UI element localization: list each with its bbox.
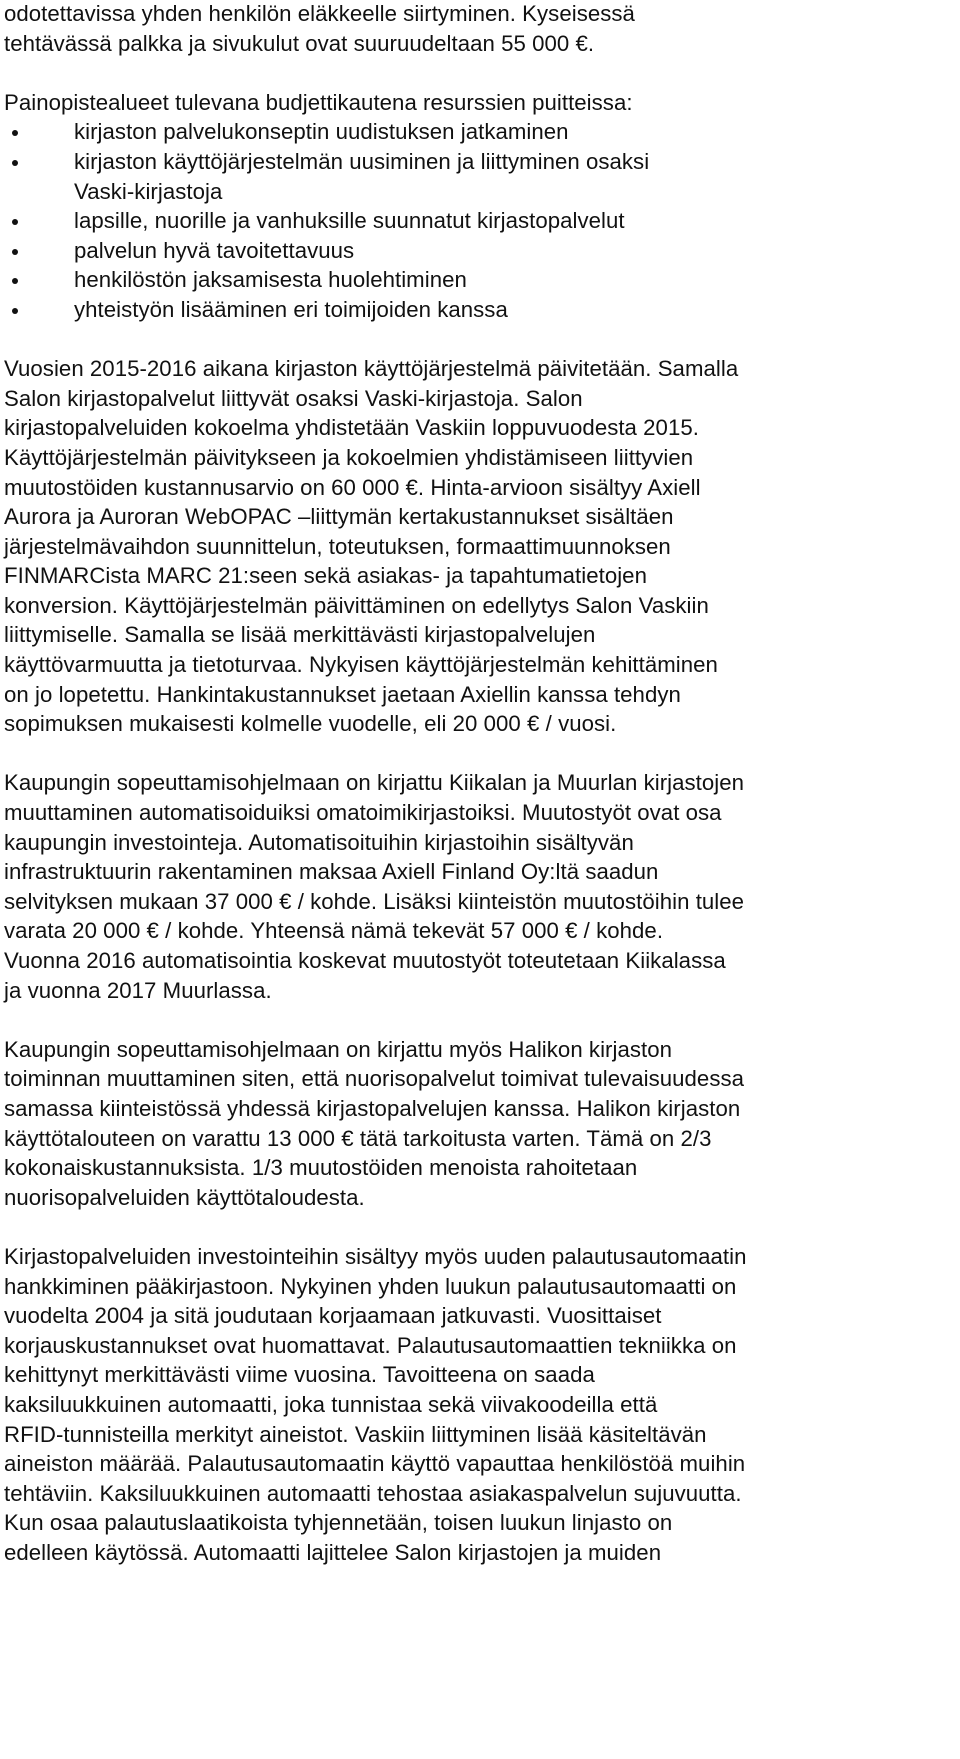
bullet-icon xyxy=(12,160,18,166)
text-line: toiminnan muuttaminen siten, että nuorisopalvelut toimivat tulevaisuudessa xyxy=(4,1066,744,1092)
bullet-icon xyxy=(12,219,18,225)
text-line: Kaupungin sopeuttamisohjelmaan on kirjattu Kiikalan ja Muurlan kirjastojen xyxy=(4,770,745,796)
text-line: vuodelta 2004 ja sitä joudutaan korjaamaan jatkuvasti. Vuosittaiset xyxy=(4,1303,662,1329)
text-line: on jo lopetettu. Hankintakustannukset jaetaan Axiellin kanssa tehdyn xyxy=(4,681,681,707)
list-item-text: yhteistyön lisääminen eri toimijoiden kanssa xyxy=(74,296,508,322)
text-line: korjauskustannukset ovat huomattavat. Palautusautomaattien tekniikka on xyxy=(4,1332,737,1358)
text-line: Kaupungin sopeuttamisohjelmaan on kirjattu myös Halikon kirjaston xyxy=(4,1036,672,1062)
text-line: varata 20 000 € / kohde. Yhteensä nämä tekevät 57 000 € / kohde. xyxy=(4,918,664,944)
focus-heading: Painopistealueet tulevana budjettikautena resurssien puitteissa: xyxy=(4,89,633,115)
text-line: kaksiluukkuinen automaatti, joka tunnistaa sekä viivakoodeilla että xyxy=(4,1391,658,1417)
list-item xyxy=(4,236,942,266)
text-line: muutostöiden kustannusarvio on 60 000 €. Hinta-arvioon sisältyy Axiell xyxy=(4,474,701,500)
list-item-text: palvelun hyvä tavoitettavuus xyxy=(74,237,355,263)
list-item xyxy=(4,117,942,147)
intro-line: tehtävässä palkka ja sivukulut ovat suuruudeltaan 55 000 €. xyxy=(4,30,595,56)
text-line: Salon kirjastopalvelut liittyvät osaksi Vaski-kirjastoja. Salon xyxy=(4,385,583,411)
text-line: tehtäviin. Kaksiluukkuinen automaatti tehostaa asiakaspalvelun sujuvuutta. xyxy=(4,1480,742,1506)
text-line: muuttaminen automatisoiduiksi omatoimikirjastoiksi. Muutostyöt ovat osa xyxy=(4,800,722,826)
bullet-icon xyxy=(12,130,18,136)
focus-list xyxy=(4,117,942,324)
text-line: konversion. Käyttöjärjestelmän päivittäminen on edellytys Salon Vaskiin xyxy=(4,592,709,618)
paragraph-halikko-library xyxy=(4,1035,942,1213)
list-item-text: lapsille, nuorille ja vanhuksille suunnatut kirjastopalvelut xyxy=(74,208,625,234)
text-line: Vuonna 2016 automatisointia koskevat muutostyöt toteutetaan Kiikalassa xyxy=(4,948,726,973)
text-line: selvityksen mukaan 37 000 € / kohde. Lisäksi kiinteistön muutostöihin tulee xyxy=(4,888,745,914)
text-line: samassa kiinteistössä yhdessä kirjastopalvelujen kanssa. Halikon kirjaston xyxy=(4,1095,741,1121)
text-line: Käyttöjärjestelmän päivitykseen ja kokoelmien yhdistämiseen liittyvien xyxy=(4,444,694,470)
text-line: FINMARCista MARC 21:seen sekä asiakas- ja tapahtumatietojen xyxy=(4,563,647,589)
text-line: RFID-tunnisteilla merkityt aineistot. Vaskiin liittyminen lisää käsiteltävän xyxy=(4,1421,707,1447)
text-line: edelleen käytössä. Automaatti lajittelee Salon kirjastojen ja muiden xyxy=(4,1539,662,1565)
text-line: hankkiminen pääkirjastoon. Nykyinen yhden luukun palautusautomaatti on xyxy=(4,1273,737,1299)
text-line: nuorisopalveluiden käyttötaloudesta. xyxy=(4,1184,365,1210)
intro-paragraph xyxy=(4,0,942,58)
list-item xyxy=(4,295,942,325)
text-line: Aurora ja Auroran WebOPAC –liittymän kertakustannukset sisältäen xyxy=(4,504,674,530)
list-item-text: kirjaston palvelukonseptin uudistuksen jatkaminen xyxy=(74,119,569,145)
bullet-icon xyxy=(12,278,18,284)
text-line: kokonaiskustannuksista. 1/3 muutostöiden menoista rahoitetaan xyxy=(4,1155,638,1181)
text-line: käyttövarmuutta ja tietoturvaa. Nykyisen käyttöjärjestelmän kehittäminen xyxy=(4,652,718,678)
list-item-text: henkilöstön jaksamisesta huolehtiminen xyxy=(74,267,467,293)
text-line: aineiston määrää. Palautusautomaatin käyttö vapauttaa henkilöstöä muihin xyxy=(4,1451,746,1477)
list-item xyxy=(4,265,942,295)
text-line: infrastruktuurin rakentaminen maksaa Axiell Finland Oy:ltä saadun xyxy=(4,859,659,885)
text-line: Kirjastopalveluiden investointeihin sisältyy myös uuden palautusautomaatin xyxy=(4,1243,747,1269)
text-line: kaupungin investointeja. Automatisoituihin kirjastoihin sisältyvän xyxy=(4,829,634,855)
text-line: sopimuksen mukaisesti kolmelle vuodelle, eli 20 000 € / vuosi. xyxy=(4,711,617,737)
text-line: liittymiselle. Samalla se lisää merkittävästi kirjastopalvelujen xyxy=(4,622,596,648)
list-item xyxy=(4,147,942,206)
text-line: kehittynyt merkittävästi viime vuosina. Tavoitteena on saada xyxy=(4,1362,595,1388)
text-line: Kun osaa palautuslaatikoista tyhjennetään, toisen luukun linjasto on xyxy=(4,1510,673,1536)
bullet-icon xyxy=(12,308,18,314)
list-item-text: kirjaston käyttöjärjestelmän uusiminen ja liittyminen osaksi Vaski-kirjastoja xyxy=(74,148,650,204)
paragraph-library-system xyxy=(4,354,942,739)
text-line: kirjastopalveluiden kokoelma yhdistetään Vaskiin loppuvuodesta 2015. xyxy=(4,415,699,441)
bullet-icon xyxy=(12,249,18,255)
paragraph-return-machine xyxy=(4,1242,942,1568)
text-line: ja vuonna 2017 Muurlassa. xyxy=(4,977,272,1003)
intro-line: odotettavissa yhden henkilön eläkkeelle siirtyminen. Kyseisessä xyxy=(4,1,635,26)
text-line: järjestelmävaihdon suunnittelun, toteutuksen, formaattimuunnoksen xyxy=(4,533,671,559)
list-item xyxy=(4,206,942,236)
text-line: Vuosien 2015-2016 aikana kirjaston käyttöjärjestelmä päivitetään. Samalla xyxy=(4,356,739,382)
paragraph-self-service-libraries xyxy=(4,768,942,1005)
text-line: käyttötalouteen on varattu 13 000 € tätä tarkoitusta varten. Tämä on 2/3 xyxy=(4,1125,712,1151)
